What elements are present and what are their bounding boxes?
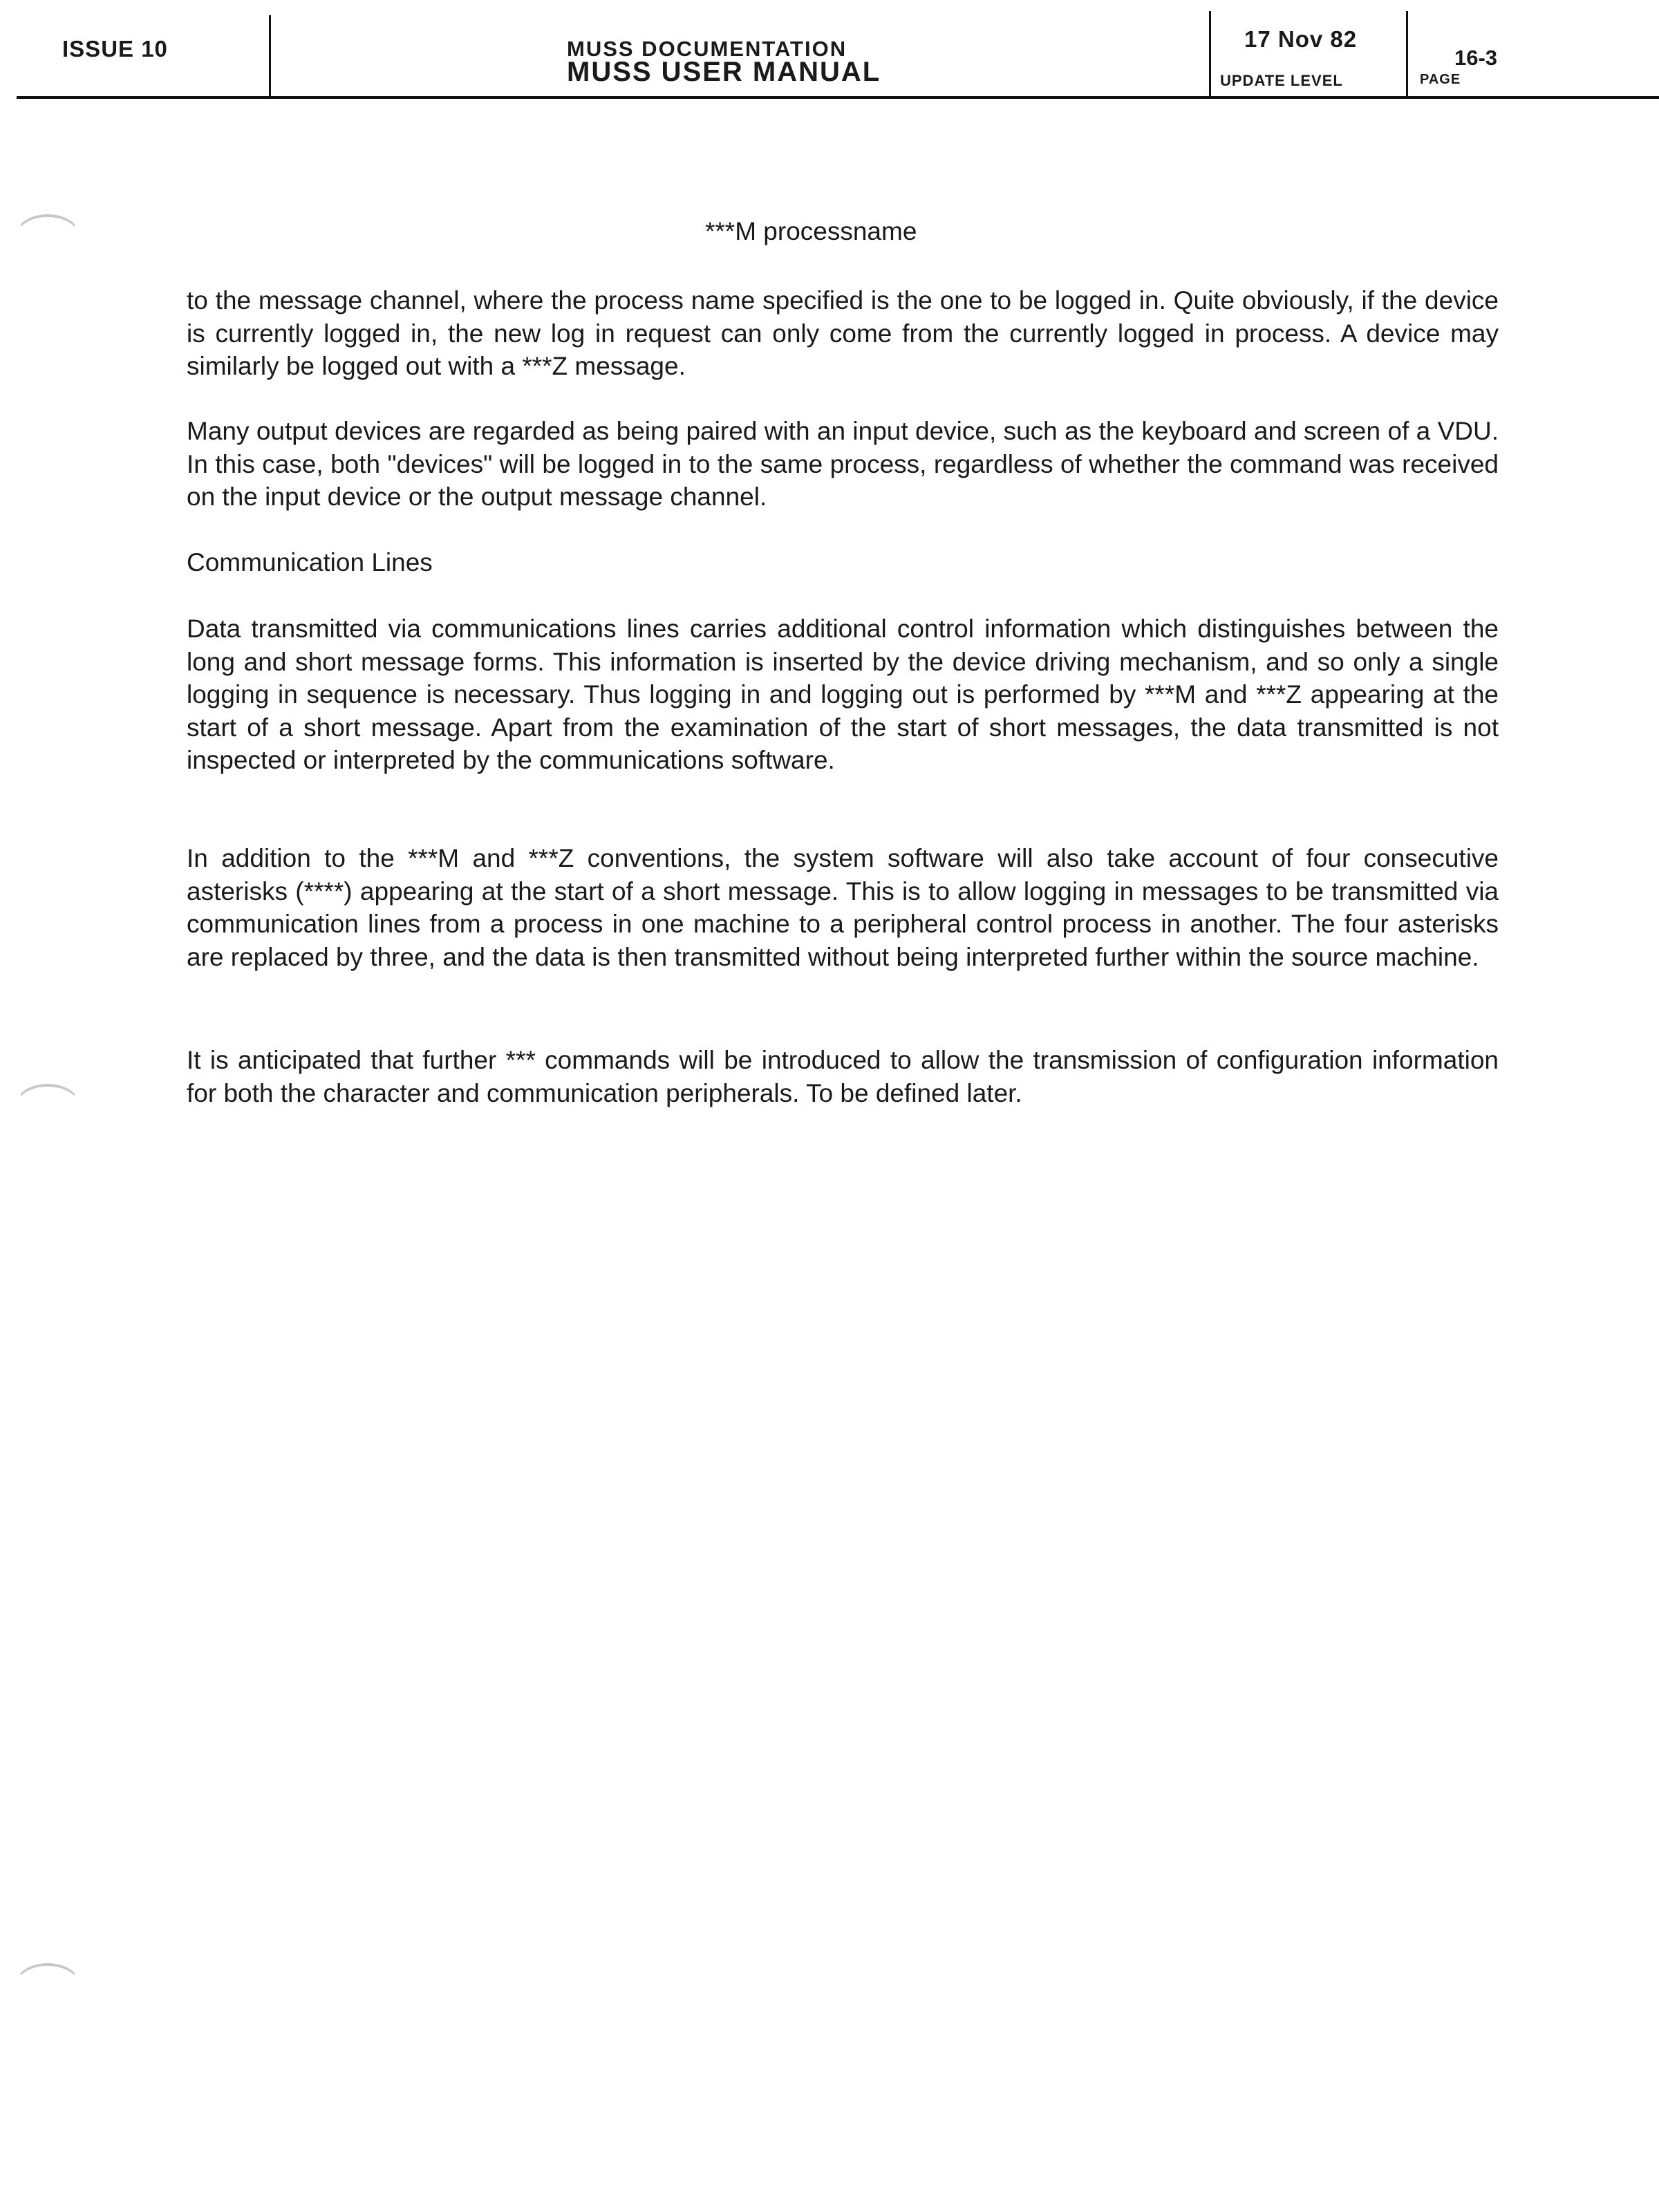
header-divider — [1406, 11, 1408, 98]
page-number: 16-3 — [1454, 46, 1498, 70]
paragraph: Many output devices are regarded as being paired with an input device, such as the keyboard and screen of a VDU. In this case, both "devices" will be logged in to the same process, regardless of whether the command was received on the input device or the output message channel. — [187, 417, 1499, 512]
command-example: ***M processname — [705, 217, 917, 245]
document-subtitle: MUSS USER MANUAL — [567, 57, 881, 87]
issue-number: ISSUE 10 — [62, 36, 168, 62]
update-level-label: UPDATE LEVEL — [1220, 72, 1343, 89]
paragraph: It is anticipated that further *** commands will be introduced to allow the transmission of configuration information for both the character and communication peripherals. To be defined later. — [187, 1046, 1499, 1107]
header-divider — [1209, 11, 1211, 98]
paragraph: In addition to the ***M and ***Z conventions, the system software will also take account of four consecutive asterisks (****) appearing at the start of a short message. This is to allow logging in messages to be transmitted via communication lines from a process in one machine to a peripheral control process in another. The four asterisks are replaced by three, and the data is then transmitted without being interpreted further within the source machine. — [187, 844, 1499, 971]
hole-punch-mark — [15, 1963, 80, 2007]
document-title: MUSS DOCUMENTATION — [567, 37, 847, 61]
update-date: 17 Nov 82 — [1244, 26, 1358, 52]
header-rule — [17, 96, 1659, 99]
header-divider — [269, 15, 271, 98]
section-heading: Communication Lines — [187, 548, 433, 577]
paragraph: to the message channel, where the process name specified is the one to be logged in. Quite obviously, if the device is currently logged in, the new log in request can only come from the currently logged in process. A device may similarly be logged out with a ***Z message. — [187, 286, 1499, 381]
page-label: PAGE — [1420, 72, 1461, 87]
paragraph: Data transmitted via communications lines carries additional control information which distinguishes between the long and short message forms. This information is inserted by the device driving mechanism, and so only a single logging in sequence is necessary. Thus logging in and logging out is performed by ***M and ***Z appearing at the start of a short message. Apart from the examination of the start of short messages, the data transmitted is not inspected or interpreted by the communications software. — [187, 615, 1499, 775]
hole-punch-mark — [15, 1084, 80, 1128]
hole-punch-mark — [15, 214, 80, 259]
